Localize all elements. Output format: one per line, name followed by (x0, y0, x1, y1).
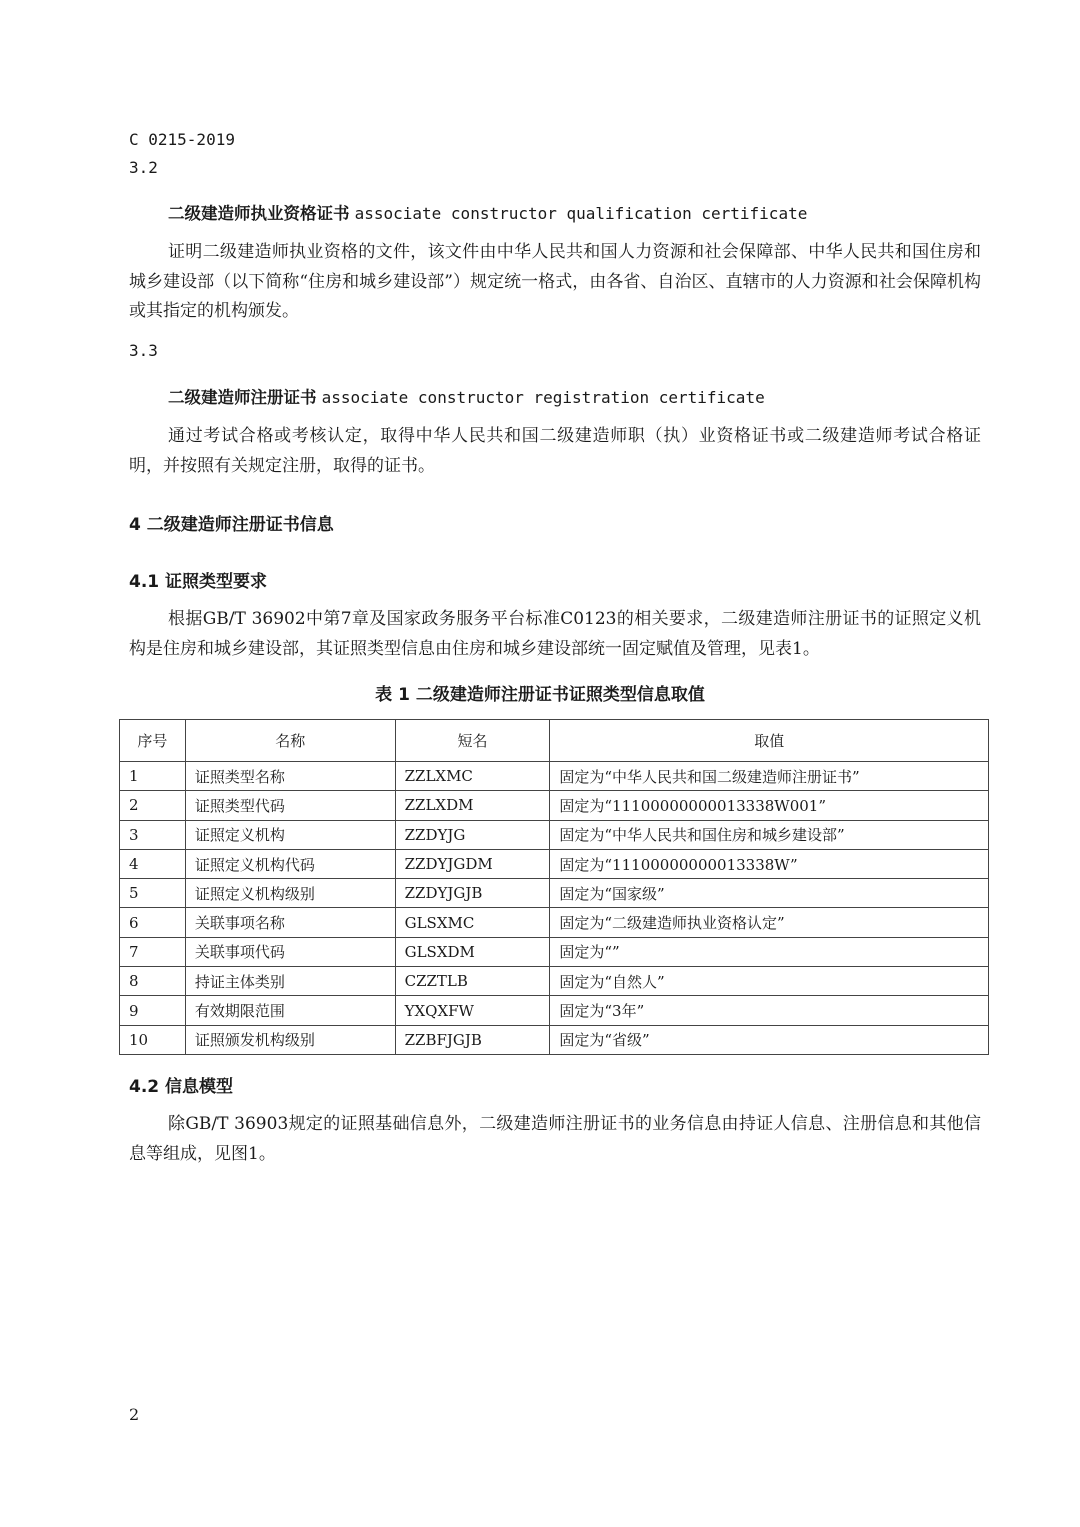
table-row (120, 879, 989, 908)
cell-value: 固定为“11100000000013338W001” (550, 791, 989, 820)
cell-name: 有效期限范围 (185, 996, 395, 1025)
definition-3-2: 证明二级建造师执业资格的文件，该文件由中华人民共和国人力资源和社会保障部、中华人民共和国住房和城乡建设部（以下简称“住房和城乡建设部”）规定统一格式，由各省、自治区、直辖市的人力资源和社会保障机构或其指定的机构颁发。 (129, 242, 981, 321)
cell-short-name: YXQXFW (395, 996, 550, 1025)
table-row (120, 849, 989, 878)
cell-name: 关联事项代码 (185, 937, 395, 966)
page-number: 2 (129, 1405, 140, 1424)
document-code: C 0215-2019 (129, 130, 235, 149)
cell-value: 固定为“3年” (550, 996, 989, 1025)
cell-short-name: GLSXMC (395, 908, 550, 937)
definition-3-3: 通过考试合格或考核认定，取得中华人民共和国二级建造师职（执）业资格证书或二级建造师考试合格证明，并按照有关规定注册，取得的证书。 (129, 426, 981, 476)
cell-index: 9 (120, 996, 186, 1025)
cell-value: 固定为“省级” (550, 1025, 989, 1054)
table-row (120, 791, 989, 820)
table-header-row (120, 720, 989, 762)
term-en-3-3: associate constructor registration certificate (321, 388, 765, 407)
cell-value: 固定为“中华人民共和国住房和城乡建设部” (550, 820, 989, 849)
section-4-heading: 4 二级建造师注册证书信息 (129, 515, 334, 535)
cell-short-name: CZZTLB (395, 967, 550, 996)
term-heading-3-2 (168, 200, 807, 224)
cell-name: 证照定义机构 (185, 820, 395, 849)
clause-number-3-2: 3.2 (129, 158, 158, 177)
cell-name: 证照类型名称 (185, 762, 395, 791)
table-row (120, 1025, 989, 1054)
cell-name: 证照类型代码 (185, 791, 395, 820)
table-row (120, 996, 989, 1025)
cell-index: 3 (120, 820, 186, 849)
cell-name: 证照颁发机构级别 (185, 1025, 395, 1054)
cell-value: 固定为“中华人民共和国二级建造师注册证书” (550, 762, 989, 791)
cell-name: 证照定义机构级别 (185, 879, 395, 908)
cell-value: 固定为“国家级” (550, 879, 989, 908)
cell-name: 持证主体类别 (185, 967, 395, 996)
section-4-2-heading: 4.2 信息模型 (129, 1077, 234, 1097)
cell-index: 4 (120, 849, 186, 878)
header-short-name: 短名 (395, 720, 550, 762)
cell-short-name: GLSXDM (395, 937, 550, 966)
term-zh-3-2: 二级建造师执业资格证书 (168, 204, 350, 223)
cell-index: 8 (120, 967, 186, 996)
header-index: 序号 (120, 720, 186, 762)
term-zh-3-3: 二级建造师注册证书 (168, 388, 317, 407)
cell-index: 1 (120, 762, 186, 791)
table-row (120, 820, 989, 849)
cell-name: 关联事项名称 (185, 908, 395, 937)
cell-short-name: ZZDYJGDM (395, 849, 550, 878)
table-row (120, 762, 989, 791)
section-4-1-heading: 4.1 证照类型要求 (129, 572, 268, 592)
cell-value: 固定为“自然人” (550, 967, 989, 996)
table-row (120, 937, 989, 966)
section-4-1-paragraph: 根据GB/T 36902中第7章及国家政务服务平台标准C0123的相关要求，二级建造师注册证书的证照定义机构是住房和城乡建设部，其证照类型信息由住房和城乡建设部统一固定赋值及管理，见表1。 (129, 609, 981, 659)
header-name: 名称 (185, 720, 395, 762)
term-en-3-2: associate constructor qualification certificate (354, 204, 808, 223)
cell-index: 7 (120, 937, 186, 966)
cell-name: 证照定义机构代码 (185, 849, 395, 878)
header-value: 取值 (550, 720, 989, 762)
cell-short-name: ZZBFJGJB (395, 1025, 550, 1054)
cell-value: 固定为“11100000000013338W” (550, 849, 989, 878)
cell-short-name: ZZLXMC (395, 762, 550, 791)
cell-short-name: ZZLXDM (395, 791, 550, 820)
table-caption: 表 1 二级建造师注册证书证照类型信息取值 (375, 685, 705, 705)
table-row (120, 908, 989, 937)
cell-value: 固定为“二级建造师执业资格认定” (550, 908, 989, 937)
clause-number-3-3: 3.3 (129, 341, 158, 360)
term-heading-3-3 (168, 384, 765, 408)
cell-short-name: ZZDYJGJB (395, 879, 550, 908)
cell-value: 固定为“” (550, 937, 989, 966)
certificate-type-table (119, 719, 989, 1055)
cell-index: 5 (120, 879, 186, 908)
cell-index: 2 (120, 791, 186, 820)
section-4-2-paragraph: 除GB/T 36903规定的证照基础信息外，二级建造师注册证书的业务信息由持证人信息、注册信息和其他信息等组成，见图1。 (129, 1114, 981, 1164)
cell-short-name: ZZDYJG (395, 820, 550, 849)
cell-index: 10 (120, 1025, 186, 1054)
table-row (120, 967, 989, 996)
cell-index: 6 (120, 908, 186, 937)
